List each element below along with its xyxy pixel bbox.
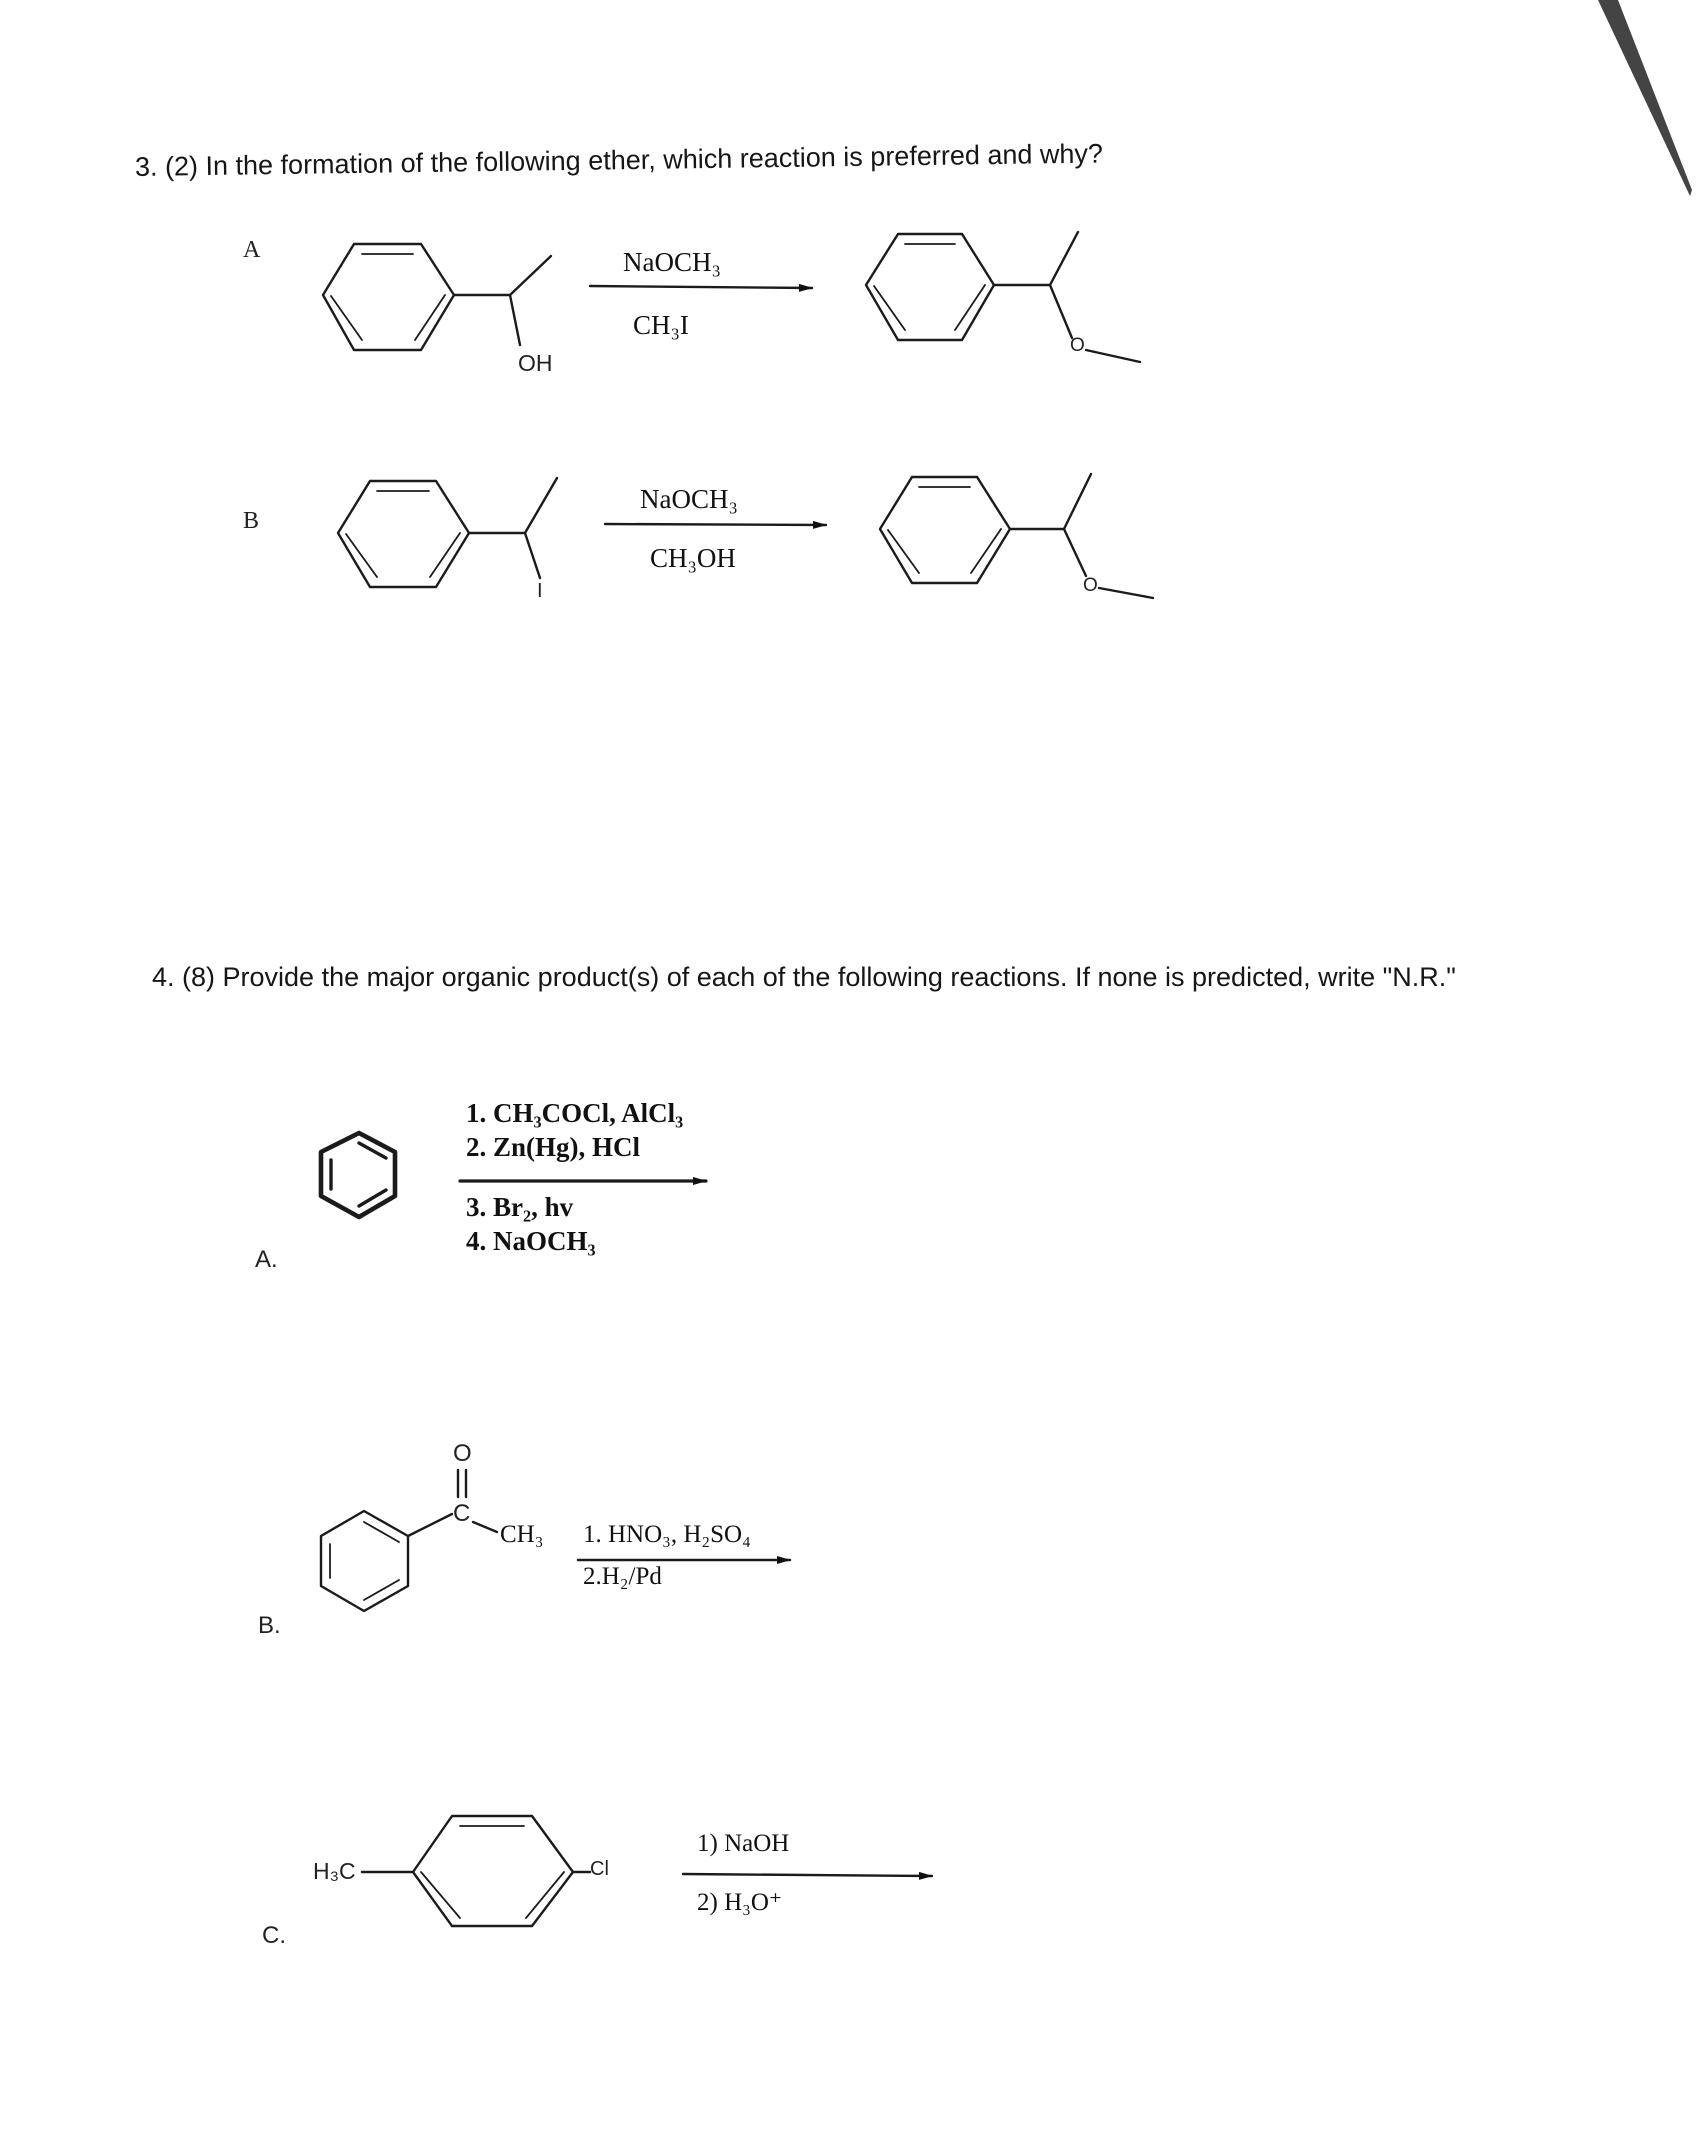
part-a-step-4: 4. NaOCH₃ (466, 1226, 596, 1256)
reaction-b-reagent-bottom: CH₃OH (650, 543, 736, 573)
reaction-a-product-structure (866, 232, 1140, 362)
part-a-benzene-structure (321, 1133, 395, 1217)
part-b-carbonyl-oxygen: O (453, 1440, 472, 1467)
reaction-a-reagent-bottom: CH₃I (633, 310, 689, 340)
reaction-a-product-oxygen: O (1070, 335, 1085, 356)
part-b-label: B. (258, 1612, 281, 1639)
part-b-reagent-top: 1. HNO₃, H₂SO₄ (583, 1521, 751, 1548)
part-c-methyl-group: H₃C (313, 1858, 356, 1884)
part-a-label: A. (255, 1246, 278, 1273)
reaction-b-reactant-structure (338, 478, 557, 587)
reaction-b-product-structure (880, 474, 1153, 598)
question-4-prompt: 4. (8) Provide the major organic product(s) of each of the following reactions. If none is predicted, write "N.R." (152, 962, 1456, 992)
question-3-prompt: 3. (2) In the formation of the following ether, which reaction is preferred and why? (134, 138, 1104, 182)
reaction-a-arrow (590, 286, 812, 288)
part-c-reagent-bottom: 2) H₃O⁺ (697, 1889, 783, 1916)
part-b-carbonyl-carbon: C (453, 1500, 471, 1527)
part-c-chloro-group: Cl (590, 1858, 609, 1880)
part-b-acetophenone-structure (321, 1470, 497, 1611)
reaction-a-oh-label: OH (518, 350, 553, 376)
part-a-step-3: 3. Br₂, hv (466, 1192, 574, 1222)
part-c-reagent-top: 1) NaOH (697, 1830, 790, 1857)
reaction-b-product-oxygen: O (1083, 575, 1098, 596)
part-a-step-2: 2. Zn(Hg), HCl (466, 1132, 641, 1162)
reaction-b-label: B (243, 508, 260, 534)
part-b-methyl: CH₃ (500, 1521, 544, 1548)
part-c-label: C. (262, 1922, 286, 1949)
reaction-a-label: A (243, 237, 261, 263)
part-c-arrow (683, 1874, 932, 1876)
scan-shadow (1598, 0, 1692, 196)
part-c-chlorotoluene-structure (362, 1816, 590, 1926)
reaction-b-iodine-label: I (537, 580, 543, 602)
reaction-b-arrow (605, 524, 826, 525)
part-a-step-1: 1. CH₃COCl, AlCl₃ (466, 1098, 684, 1128)
part-b-reagent-bottom: 2.H₂/Pd (583, 1563, 662, 1590)
reaction-a-reagent-top: NaOCH₃ (623, 247, 721, 277)
reaction-b-reagent-top: NaOCH₃ (640, 484, 738, 514)
reaction-a-reactant-structure (323, 244, 551, 350)
